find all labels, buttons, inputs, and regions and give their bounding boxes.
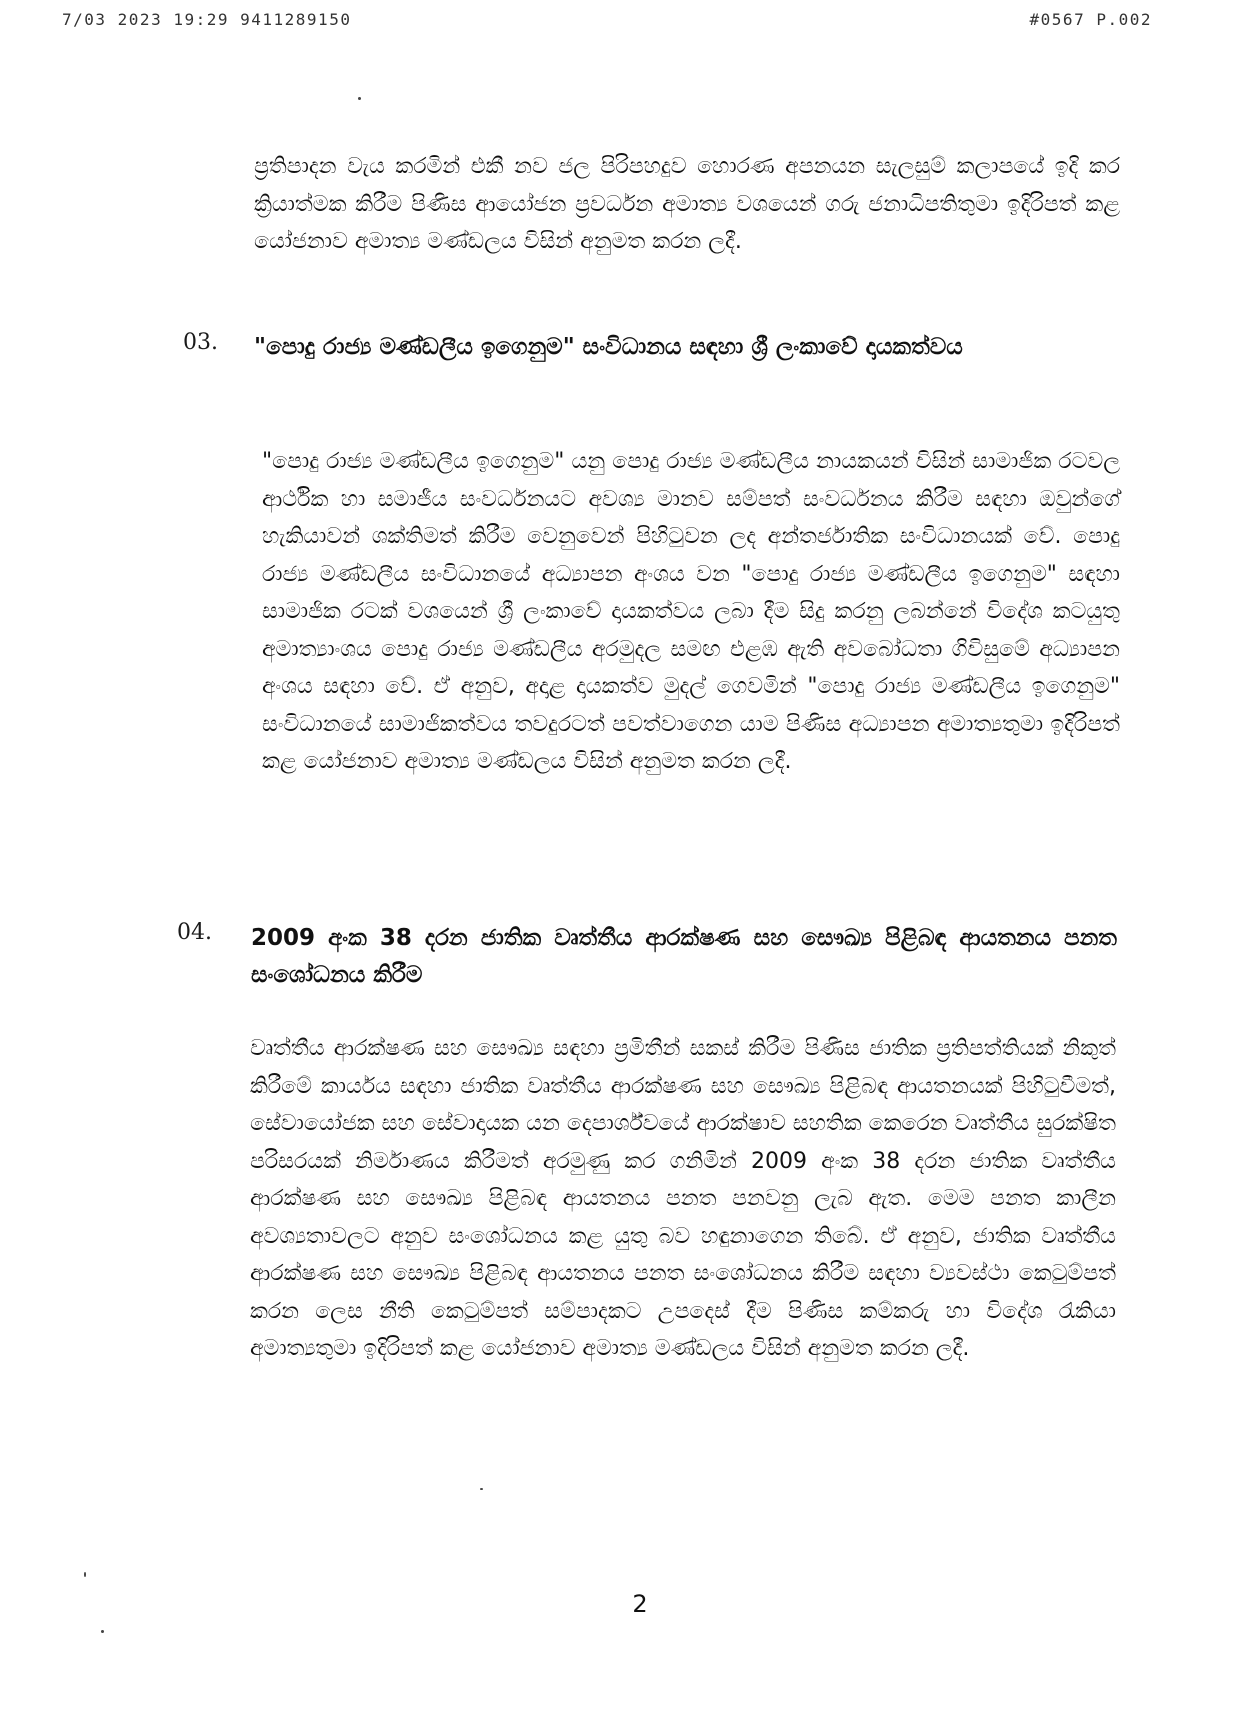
page-number: 2	[632, 1590, 648, 1618]
section-body-03: "පොදු රාජ්‍ය මණ්ඩලීය ඉගෙනුම" යනු පොදු රාජ්‍ය මණ්ඩලීය නායකයන් විසින් සාමාජික රටවල ආර්ථික හා සමාජීය සංවර්ධනයට අවශ්‍ය මානව සම්පත් සංවර්ධනය කිරීම සඳහා ඔවුන්ගේ හැකියාවන් ශක්තිමත් කිරීම වෙනුවෙන් පිහිටුවන ලද අන්තර්ජාතික සංවිධානයක් වේ. පොදු රාජ්‍ය මණ්ඩලීය සංවිධානයේ අධ්‍යාපන අංශය වන "පොදු රාජ්‍ය මණ්ඩලීය ඉගෙනුම" සඳහා සාමාජික රටක් වශයෙන් ශ්‍රී ලංකාවේ දායකත්වය ලබා දීම සිදු කරනු ලබන්නේ විදේශ කටයුතු අමාත්‍යාංශය පොදු රාජ්‍ය මණ්ඩලීය අරමුදල සමඟ එළඹ ඇති අවබෝධතා ගිවිසුමේ අධ්‍යාපන අංශය සඳහා වේ. ඒ අනුව, අදාළ දායකත්ව මුදල් ගෙවමින් "පොදු රාජ්‍ය මණ්ඩලීය ඉගෙනුම" සංවිධානයේ සාමාජිකත්වය තවදුරටත් පවත්වාගෙන යාම පිණිස අධ්‍යාපන අමාත්‍යතුමා ඉදිරිපත් කළ යෝජනාව අමාත්‍ය මණ්ඩලය විසින් අනුමත කරන ලදී.	[262, 449, 1120, 774]
section-number-03: 03.	[183, 330, 218, 355]
scan-speck	[84, 1572, 86, 1577]
section-title-03: "පොදු රාජ්‍ය මණ්ඩලීය ඉගෙනුම" සංවිධානය සඳහා ශ්‍රී ලංකාවේ දායකත්වය	[254, 334, 963, 360]
scan-speck	[101, 1630, 104, 1633]
fax-header	[62, 10, 1152, 32]
scan-speck	[480, 1488, 483, 1490]
scan-speck	[358, 97, 361, 100]
section-body-04: වෘත්තීය ආරක්ෂණ සහ සෞඛ්‍ය සඳහා ප්‍රමිතීන් සකස් කිරීම පිණිස ජාතික ප්‍රතිපත්තියක් නිකුත් කිරීමේ කාර්යය සඳහා ජාතික වෘත්තීය ආරක්ෂණ සහ සෞඛ්‍ය පිළිබඳ ආයතනයක් පිහිටුවීමත්, සේවායෝජක සහ සේවාදායක යන දෙපාර්ශ්වයේ ආරක්ෂාව සහතික කෙරෙන වෘත්තීය සුරක්ෂිත පරිසරයක් නිර්මාණය කිරීමත් අරමුණු කර ගනිමින් 2009 අංක 38 දරන ජාතික වෘත්තීය ආරක්ෂණ සහ සෞඛ්‍ය පිළිබඳ ආයතනය පනත පනවනු ලැබ ඇත. මෙම පනත කාලීන අවශ්‍යතාවලට අනුව සංශෝධනය කළ යුතු බව හඳුනාගෙන තිබේ. ඒ අනුව, ජාතික වෘත්තීය ආරක්ෂණ සහ සෞඛ්‍ය පිළිබඳ ආයතනය පනත සංශෝධනය කිරීම සඳහා ව්‍යවස්ථා කෙටුම්පත් කරන ලෙස නීති කෙටුම්පත් සම්පාදකට උපදෙස් දීම පිණිස කම්කරු හා විදේශ රැකියා අමාත්‍යතුමා ඉදිරිපත් කළ යෝජනාව අමාත්‍ය මණ්ඩලය විසින් අනුමත කරන ලදී.	[250, 1036, 1116, 1361]
section-number-04: 04.	[177, 920, 212, 945]
intro-paragraph: ප්‍රතිපාදන වැය කරමින් එකී නව ජල පිරිපහදුව හොරණ අපනයන සැලසුම් කලාපයේ ඉදි කර ක්‍රියාත්මක කිරීම පිණිස ආයෝජන ප්‍රවර්ධන අමාත්‍ය වශයෙන් ගරු ජනාධිපතිතුමා ඉදිරිපත් කළ යෝජනාව අමාත්‍ය මණ්ඩලය විසින් අනුමත කරන ලදී.	[254, 154, 1120, 254]
section-title-04: 2009 අංක 38 දරන ජාතික වෘත්තීය ආරක්ෂණ සහ සෞඛ්‍ය පිළිබඳ ආයතනය පනත සංශෝධනය කිරීම	[251, 925, 1117, 988]
fax-page-ref: #0567 P.002	[1029, 10, 1152, 29]
fax-timestamp-line: 7/03 2023 19:29 9411289150	[62, 10, 352, 29]
